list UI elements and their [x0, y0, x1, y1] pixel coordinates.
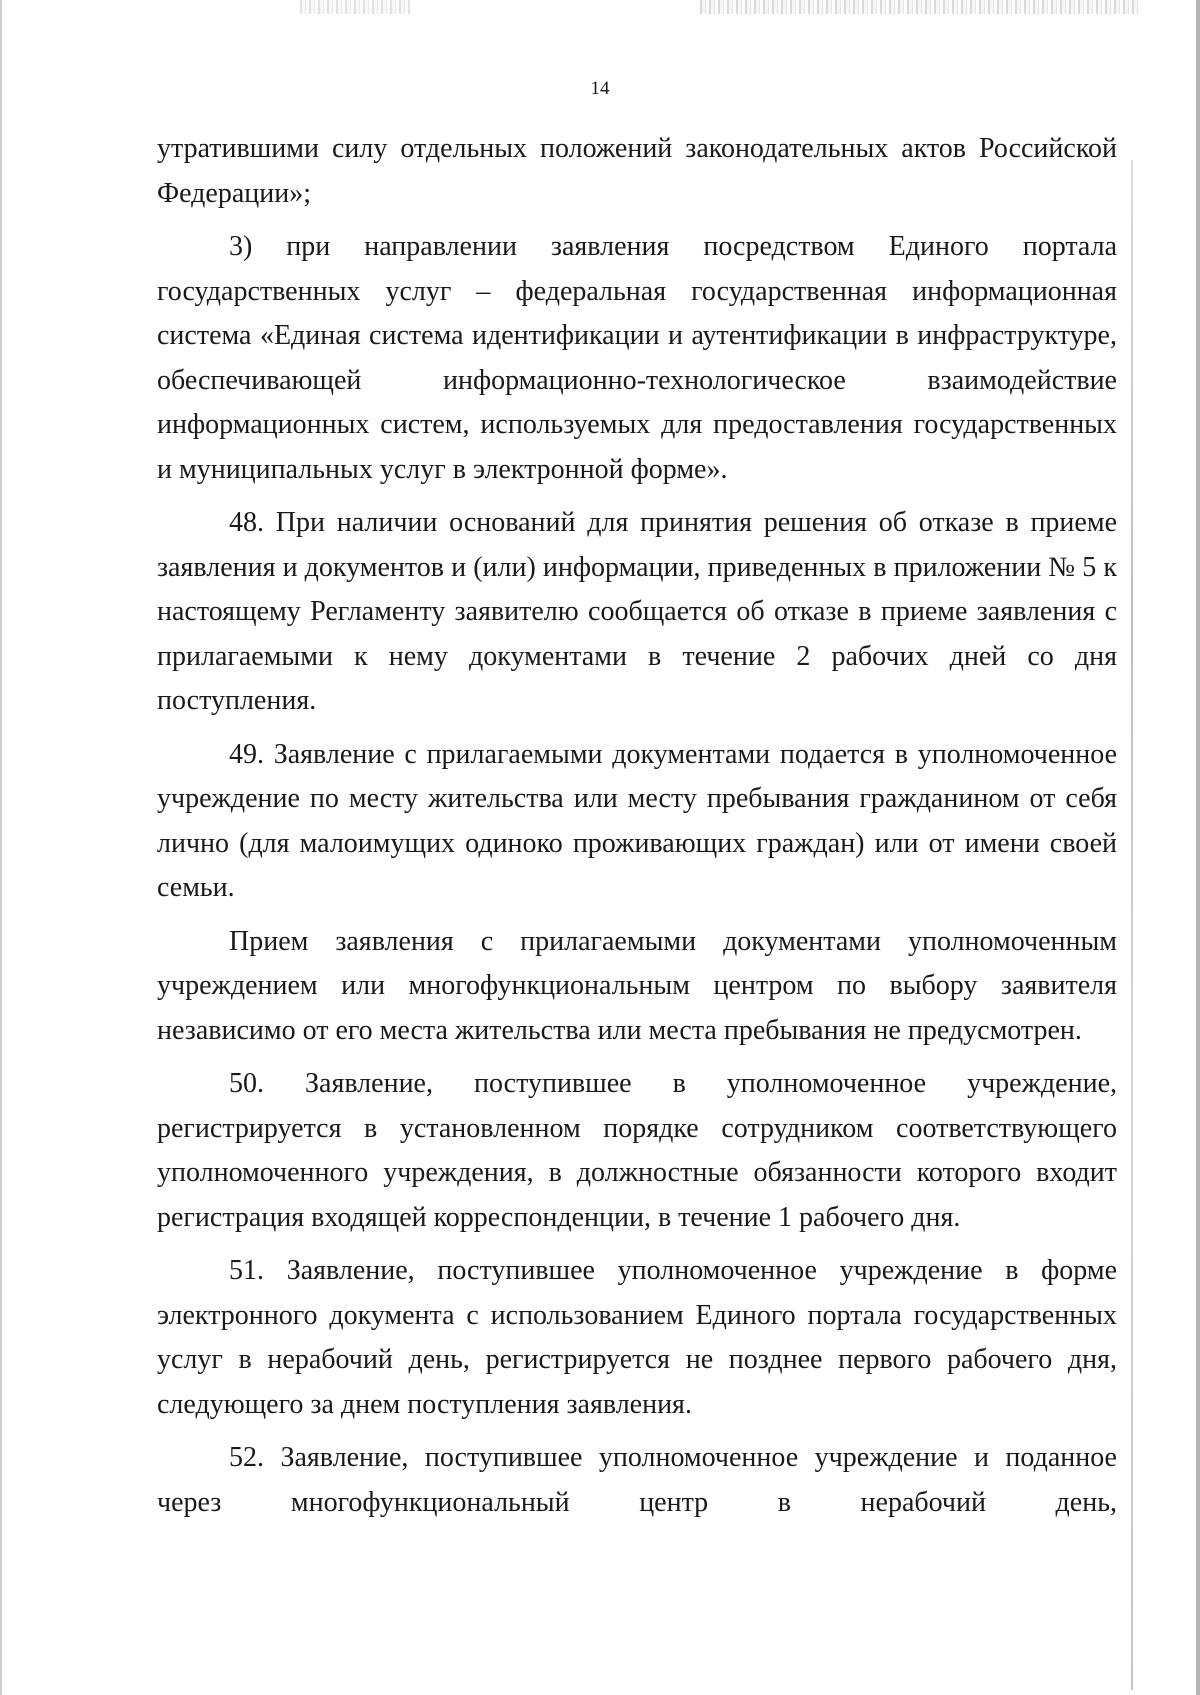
paragraph-clause-48: 48. При наличии оснований для принятия решения об отказе в приеме заявления и документов и (или) информации, приведенных в приложении № 5 к настоящему Регламенту заявителю сообщается об отказе в приеме заявления с прилагаемыми к нему документами в течение 2 рабочих дней со дня поступления. [157, 507, 1117, 716]
scan-artifact [300, 0, 410, 14]
scan-margin-line [1131, 160, 1133, 1690]
scan-right-edge [1196, 0, 1200, 1695]
paragraph-continuation: утратившими силу отдельных положений законодательных актов Российской Федерации»; [157, 133, 1117, 209]
paragraph-clause-51: 51. Заявление, поступившее уполномоченное учреждение в форме электронного документа с использованием Единого портала государственных услуг в нерабочий день, регистрируется не позднее первого рабочего дня, следующего за днем поступления заявления. [157, 1255, 1117, 1420]
paragraph-clause-50: 50. Заявление, поступившее в уполномоченное учреждение, регистрируется в установленном порядке сотрудником соответствующего уполномоченного учреждения, в должностные обязанности которого входит регистрация входящей корреспонденции, в течение 1 рабочего дня. [157, 1068, 1117, 1233]
scan-artifact [700, 0, 1140, 14]
paragraph-item-3: 3) при направлении заявления посредством Единого портала государственных услуг – федеральная государственная информационная система «Единая система идентификации и аутентификации в инфраструктуре, обеспечивающей информационно-технологическое взаимодействие информационных систем, используемых для предоставления государственных и муниципальных услуг в электронной форме». [157, 231, 1117, 485]
paragraph-clause-52: 52. Заявление, поступившее уполномоченное учреждение и поданное через многофункциональный центр в нерабочий день, [157, 1442, 1117, 1518]
paragraph-reception: Прием заявления с прилагаемыми документами уполномоченным учреждением или многофункциональным центром по выбору заявителя независимо от его места жительства или места пребывания не предусмотрен. [157, 925, 1117, 1046]
document-body [157, 127, 1117, 1525]
scan-left-edge [0, 0, 2, 1695]
paragraph-clause-49: 49. Заявление с прилагаемыми документами подается в уполномоченное учреждение по месту жительства или месту пребывания гражданином от себя лично (для малоимущих одиноко проживающих граждан) или от имени своей семьи. [157, 738, 1117, 903]
page-number: 14 [590, 78, 610, 99]
